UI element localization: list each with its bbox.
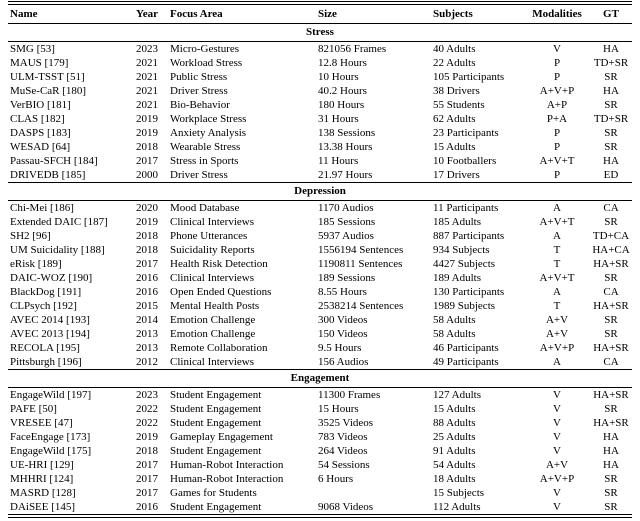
cell-gt: SR — [604, 500, 618, 513]
cell-size: 189 Sessions — [318, 271, 376, 284]
cell-modalities: A+V+T — [539, 215, 575, 228]
cell-gt: ED — [603, 168, 619, 181]
cell-name: AVEC 2013 [194] — [10, 327, 90, 340]
cell-focus-area: Driver Stress — [170, 84, 228, 97]
cell-year: 2015 — [136, 299, 158, 312]
cell-year: 2013 — [136, 327, 158, 340]
cell-subjects: 38 Drivers — [433, 84, 480, 97]
cell-modalities: P — [553, 126, 561, 139]
cell-subjects: 58 Adults — [433, 313, 476, 326]
cell-name: DASPS [183] — [10, 126, 71, 139]
cell-year: 2022 — [136, 416, 158, 429]
cell-gt: HA — [603, 42, 619, 55]
cell-modalities: V — [553, 430, 561, 443]
table-row — [8, 126, 632, 140]
table-row — [8, 140, 632, 154]
cell-name: DRIVEDB [185] — [10, 168, 86, 181]
cell-subjects: 112 Adults — [433, 500, 481, 513]
cell-name: EngageWild [197] — [10, 388, 92, 401]
table-row — [8, 42, 632, 56]
cell-gt: SR — [604, 215, 618, 228]
cell-subjects: 185 Adults — [433, 215, 481, 228]
cell-gt: HA+SR — [593, 388, 629, 401]
cell-subjects: 15 Subjects — [433, 486, 485, 499]
cell-modalities: A+V+P — [539, 341, 575, 354]
cell-modalities: T — [553, 299, 561, 312]
cell-size: 21.97 Hours — [318, 168, 373, 181]
cell-year: 2018 — [136, 444, 158, 457]
cell-modalities: A+V+P — [539, 84, 575, 97]
cell-size: 185 Sessions — [318, 215, 376, 228]
cell-subjects: 49 Participants — [433, 355, 499, 368]
table-row — [8, 341, 632, 355]
table-row — [8, 201, 632, 215]
cell-year: 2017 — [136, 486, 158, 499]
cell-year: 2021 — [136, 98, 158, 111]
cell-gt: CA — [603, 201, 619, 214]
cell-focus-area: Clinical Interviews — [170, 355, 255, 368]
cell-gt: HA+CA — [592, 243, 630, 256]
cell-name: VRESEE [47] — [10, 416, 73, 429]
table-row — [8, 257, 632, 271]
table-row — [8, 388, 632, 402]
table-row — [8, 355, 632, 369]
cell-subjects: 105 Participants — [433, 70, 505, 83]
cell-gt: SR — [604, 140, 618, 153]
table-row — [8, 229, 632, 243]
cell-name: Passau-SFCH [184] — [10, 154, 98, 167]
table-row — [8, 444, 632, 458]
cell-size: 180 Hours — [318, 98, 365, 111]
cell-focus-area: Mood Database — [170, 201, 240, 214]
cell-focus-area: Phone Utterances — [170, 229, 248, 242]
cell-focus-area: Human-Robot Interaction — [170, 472, 284, 485]
table-row — [8, 168, 632, 182]
cell-year: 2019 — [136, 126, 158, 139]
table-row — [8, 327, 632, 341]
cell-subjects: 25 Adults — [433, 430, 476, 443]
cell-gt: CA — [603, 355, 619, 368]
cell-year: 2017 — [136, 458, 158, 471]
cell-size: 821056 Frames — [318, 42, 387, 55]
cell-gt: HA+SR — [593, 257, 629, 270]
cell-year: 2017 — [136, 472, 158, 485]
cell-year: 2022 — [136, 402, 158, 415]
column-header-year: Year — [136, 7, 158, 20]
cell-name: MAUS [179] — [10, 56, 69, 69]
cell-gt: HA — [603, 458, 619, 471]
cell-modalities: A+V — [545, 458, 569, 471]
cell-gt: TD+SR — [593, 56, 629, 69]
cell-year: 2020 — [136, 201, 158, 214]
cell-size: 12.8 Hours — [318, 56, 367, 69]
cell-focus-area: Workload Stress — [170, 56, 243, 69]
cell-gt: HA — [603, 444, 619, 457]
cell-gt: HA — [603, 154, 619, 167]
cell-size: 6 Hours — [318, 472, 354, 485]
cell-focus-area: Wearable Stress — [170, 140, 241, 153]
cell-focus-area: Micro-Gestures — [170, 42, 240, 55]
cell-subjects: 23 Participants — [433, 126, 499, 139]
cell-gt: HA — [603, 430, 619, 443]
cell-subjects: 22 Adults — [433, 56, 476, 69]
cell-gt: SR — [604, 126, 618, 139]
cell-size: 8.55 Hours — [318, 285, 367, 298]
cell-size: 264 Videos — [318, 444, 368, 457]
cell-subjects: 54 Adults — [433, 458, 476, 471]
cell-size: 31 Hours — [318, 112, 359, 125]
cell-year: 2014 — [136, 313, 158, 326]
cell-size: 300 Videos — [318, 313, 368, 326]
cell-focus-area: Student Engagement — [170, 444, 262, 457]
cell-size: 2538214 Sentences — [318, 299, 404, 312]
cell-size: 10 Hours — [318, 70, 359, 83]
table-row — [8, 112, 632, 126]
cell-subjects: 10 Footballers — [433, 154, 497, 167]
cell-modalities: A — [553, 355, 561, 368]
cell-name: Pittsburgh [196] — [10, 355, 82, 368]
table-row — [8, 416, 632, 430]
cell-size: 40.2 Hours — [318, 84, 367, 97]
cell-year: 2017 — [136, 257, 158, 270]
cell-size: 11300 Frames — [318, 388, 381, 401]
cell-gt: CA — [603, 285, 619, 298]
table-bottom-rule — [8, 514, 632, 518]
table-row — [8, 84, 632, 98]
table-row — [8, 285, 632, 299]
cell-modalities: V — [553, 500, 561, 513]
cell-year: 2019 — [136, 430, 158, 443]
cell-gt: SR — [604, 486, 618, 499]
cell-name: VerBIO [181] — [10, 98, 71, 111]
cell-focus-area: Human-Robot Interaction — [170, 458, 284, 471]
cell-size: 156 Audios — [318, 355, 369, 368]
cell-focus-area: Gameplay Engagement — [170, 430, 273, 443]
cell-focus-area: Anxiety Analysis — [170, 126, 247, 139]
cell-year: 2018 — [136, 140, 158, 153]
cell-focus-area: Public Stress — [170, 70, 228, 83]
section-title-stress: Stress — [306, 26, 334, 38]
cell-name: ULM-TSST [51] — [10, 70, 85, 83]
cell-name: MuSe-CaR [180] — [10, 84, 87, 97]
cell-subjects: 88 Adults — [433, 416, 476, 429]
cell-year: 2018 — [136, 229, 158, 242]
cell-modalities: V — [553, 388, 561, 401]
cell-subjects: 62 Adults — [433, 112, 476, 125]
cell-name: AVEC 2014 [193] — [10, 313, 90, 326]
cell-gt: SR — [604, 313, 618, 326]
table-row — [8, 271, 632, 285]
cell-size: 1170 Audios — [318, 201, 374, 214]
table-row — [8, 402, 632, 416]
cell-name: BlackDog [191] — [10, 285, 82, 298]
column-header-size: Size — [318, 7, 337, 20]
cell-modalities: A+V — [545, 313, 569, 326]
table-row — [8, 458, 632, 472]
cell-modalities: P — [553, 70, 561, 83]
cell-name: DAiSEE [145] — [10, 500, 76, 513]
table-body — [8, 24, 632, 514]
cell-year: 2016 — [136, 271, 158, 284]
cell-focus-area: Emotion Challenge — [170, 313, 256, 326]
cell-modalities: V — [553, 402, 561, 415]
cell-size: 783 Videos — [318, 430, 368, 443]
cell-focus-area: Open Ended Questions — [170, 285, 272, 298]
cell-subjects: 18 Adults — [433, 472, 476, 485]
cell-modalities: P — [553, 168, 561, 181]
cell-modalities: A+V — [545, 327, 569, 340]
cell-year: 2021 — [136, 84, 158, 97]
cell-size: 150 Videos — [318, 327, 368, 340]
cell-gt: HA+SR — [593, 299, 629, 312]
cell-size: 5937 Audios — [318, 229, 374, 242]
cell-focus-area: Remote Collaboration — [170, 341, 268, 354]
cell-subjects: 130 Participants — [433, 285, 505, 298]
cell-subjects: 189 Adults — [433, 271, 481, 284]
cell-modalities: A+V+P — [539, 472, 575, 485]
cell-subjects: 1989 Subjects — [433, 299, 496, 312]
cell-focus-area: Clinical Interviews — [170, 271, 255, 284]
cell-size: 3525 Videos — [318, 416, 374, 429]
cell-subjects: 40 Adults — [433, 42, 476, 55]
table-row — [8, 486, 632, 500]
table-row — [8, 70, 632, 84]
cell-modalities: V — [553, 486, 561, 499]
cell-focus-area: Student Engagement — [170, 402, 262, 415]
cell-subjects: 15 Adults — [433, 140, 476, 153]
cell-modalities: P+A — [546, 112, 568, 125]
column-header-name: Name — [10, 7, 38, 20]
cell-modalities: A+V+T — [539, 271, 575, 284]
cell-modalities: A — [553, 229, 561, 242]
cell-subjects: 46 Participants — [433, 341, 499, 354]
cell-year: 2019 — [136, 112, 158, 125]
cell-subjects: 887 Participants — [433, 229, 505, 242]
cell-focus-area: Clinical Interviews — [170, 215, 255, 228]
cell-year: 2023 — [136, 42, 158, 55]
cell-focus-area: Health Risk Detection — [170, 257, 268, 270]
cell-gt: HA+SR — [593, 341, 629, 354]
cell-gt: HA — [603, 84, 619, 97]
cell-name: Extended DAIC [187] — [10, 215, 108, 228]
cell-modalities: T — [553, 257, 561, 270]
cell-year: 2016 — [136, 285, 158, 298]
cell-gt: SR — [604, 472, 618, 485]
cell-size: 11 Hours — [318, 154, 359, 167]
cell-name: UM Suicidality [188] — [10, 243, 105, 256]
cell-focus-area: Suicidality Reports — [170, 243, 255, 256]
cell-name: RECOLA [195] — [10, 341, 80, 354]
column-header-subjects: Subjects — [433, 7, 473, 20]
cell-modalities: V — [553, 42, 561, 55]
cell-name: CLPsych [192] — [10, 299, 77, 312]
cell-gt: TD+CA — [592, 229, 630, 242]
cell-name: CLAS [182] — [10, 112, 65, 125]
cell-name: MASRD [128] — [10, 486, 76, 499]
cell-subjects: 11 Participants — [433, 201, 499, 214]
cell-subjects: 4427 Subjects — [433, 257, 496, 270]
cell-size: 9068 Videos — [318, 500, 374, 513]
cell-size: 1556194 Sentences — [318, 243, 404, 256]
cell-subjects: 127 Adults — [433, 388, 481, 401]
cell-name: PAFE [50] — [10, 402, 57, 415]
table-row — [8, 472, 632, 486]
cell-year: 2017 — [136, 154, 158, 167]
cell-modalities: A+P — [546, 98, 568, 111]
cell-focus-area: Emotion Challenge — [170, 327, 256, 340]
section-title-engagement: Engagement — [290, 372, 350, 384]
cell-year: 2012 — [136, 355, 158, 368]
cell-size: 1190811 Sentences — [318, 257, 403, 270]
cell-gt: SR — [604, 402, 618, 415]
table-row — [8, 215, 632, 229]
cell-name: MHHRI [124] — [10, 472, 74, 485]
table-row — [8, 98, 632, 112]
table-header-row — [8, 5, 632, 23]
cell-focus-area: Stress in Sports — [170, 154, 239, 167]
column-header-focus-area: Focus Area — [170, 7, 223, 20]
table-row — [8, 313, 632, 327]
cell-subjects: 15 Adults — [433, 402, 476, 415]
cell-year: 2016 — [136, 500, 158, 513]
cell-gt: TD+SR — [593, 112, 629, 125]
cell-name: EngageWild [175] — [10, 444, 92, 457]
cell-modalities: V — [553, 416, 561, 429]
cell-year: 2021 — [136, 56, 158, 69]
cell-year: 2018 — [136, 243, 158, 256]
cell-modalities: V — [553, 444, 561, 457]
column-header-modalities: Modalities — [532, 7, 582, 20]
cell-focus-area: Student Engagement — [170, 388, 262, 401]
cell-modalities: P — [553, 140, 561, 153]
cell-focus-area: Mental Health Posts — [170, 299, 260, 312]
cell-year: 2023 — [136, 388, 158, 401]
cell-focus-area: Driver Stress — [170, 168, 228, 181]
cell-modalities: A — [553, 285, 561, 298]
cell-subjects: 55 Students — [433, 98, 485, 111]
cell-gt: SR — [604, 70, 618, 83]
cell-focus-area: Bio-Behavior — [170, 98, 230, 111]
cell-size: 13.38 Hours — [318, 140, 373, 153]
cell-modalities: P — [553, 56, 561, 69]
cell-gt: HA+SR — [593, 416, 629, 429]
cell-year: 2013 — [136, 341, 158, 354]
cell-size: 9.5 Hours — [318, 341, 362, 354]
cell-name: WESAD [64] — [10, 140, 71, 153]
cell-name: eRisk [189] — [10, 257, 62, 270]
cell-subjects: 17 Drivers — [433, 168, 480, 181]
table-row — [8, 243, 632, 257]
cell-modalities: A — [553, 201, 561, 214]
table-row — [8, 500, 632, 514]
cell-subjects: 91 Adults — [433, 444, 476, 457]
table-row — [8, 299, 632, 313]
cell-size: 15 Hours — [318, 402, 359, 415]
cell-modalities: T — [553, 243, 561, 256]
cell-name: UE-HRI [129] — [10, 458, 74, 471]
cell-focus-area: Student Engagement — [170, 416, 262, 429]
cell-name: SMG [53] — [10, 42, 55, 55]
cell-name: DAIC-WOZ [190] — [10, 271, 93, 284]
cell-focus-area: Student Engagement — [170, 500, 262, 513]
cell-focus-area: Workplace Stress — [170, 112, 247, 125]
cell-modalities: A+V+T — [539, 154, 575, 167]
table-row — [8, 154, 632, 168]
cell-gt: SR — [604, 327, 618, 340]
cell-focus-area: Games for Students — [170, 486, 257, 499]
cell-size: 138 Sessions — [318, 126, 376, 139]
cell-year: 2019 — [136, 215, 158, 228]
cell-name: Chi-Mei [186] — [10, 201, 74, 214]
cell-name: FaceEngage [173] — [10, 430, 91, 443]
cell-gt: SR — [604, 98, 618, 111]
column-header-gt: GT — [603, 7, 619, 20]
cell-subjects: 934 Subjects — [433, 243, 490, 256]
cell-gt: SR — [604, 271, 618, 284]
cell-subjects: 58 Adults — [433, 327, 476, 340]
cell-year: 2021 — [136, 70, 158, 83]
section-title-depression: Depression — [294, 185, 346, 197]
cell-year: 2000 — [136, 168, 158, 181]
cell-size: 54 Sessions — [318, 458, 370, 471]
cell-name: SH2 [96] — [10, 229, 51, 242]
table-row — [8, 56, 632, 70]
table-row — [8, 430, 632, 444]
